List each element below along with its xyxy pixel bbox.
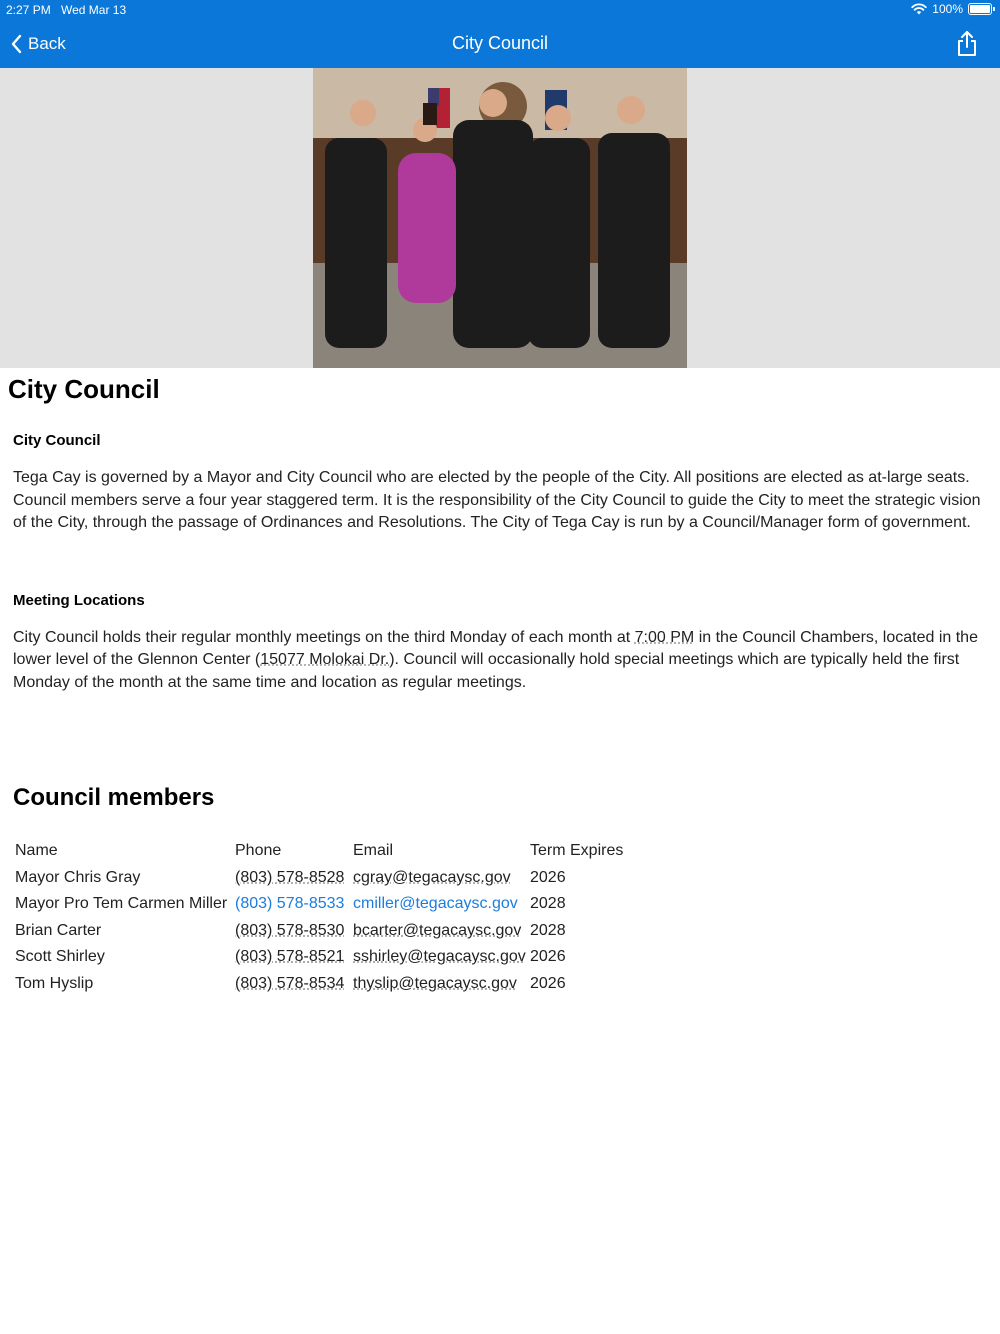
column-header-name: Name bbox=[15, 842, 58, 859]
member-email-link[interactable]: thyslip@tegacaysc.gov bbox=[353, 974, 517, 992]
table-row bbox=[13, 865, 638, 892]
member-term: 2028 bbox=[530, 921, 566, 939]
meetings-text-3: ). Council will occasionally hold special meetings which are typically held the first Monday of the month at the same time and location as regular meetings. bbox=[13, 651, 960, 691]
share-button[interactable] bbox=[954, 30, 980, 58]
member-phone-link[interactable]: (803) 578-8528 bbox=[235, 868, 345, 886]
table-row bbox=[13, 944, 638, 971]
member-email-link[interactable]: cmiller@tegacaysc.gov bbox=[353, 895, 518, 912]
back-button[interactable] bbox=[10, 30, 66, 58]
member-phone-link[interactable]: (803) 578-8530 bbox=[235, 921, 345, 939]
wifi-icon bbox=[911, 3, 927, 15]
chevron-left-icon bbox=[10, 34, 22, 54]
column-header-email: Email bbox=[353, 842, 394, 859]
council-group-photo bbox=[313, 68, 687, 368]
status-date: Wed Mar 13 bbox=[61, 3, 127, 17]
top-bar bbox=[0, 0, 1000, 68]
intro-heading: City Council bbox=[13, 432, 101, 449]
main-content bbox=[13, 432, 988, 694]
member-name: Scott Shirley bbox=[15, 948, 105, 965]
member-term: 2026 bbox=[530, 948, 566, 965]
meetings-text-2: in the Council Chambers, located in the lower level of the Glennon Center ( bbox=[13, 628, 978, 668]
member-email-link[interactable]: cgray@tegacaysc.gov bbox=[353, 868, 511, 886]
column-header-term: Term Expires bbox=[530, 842, 624, 859]
member-name: Brian Carter bbox=[15, 921, 102, 939]
status-right bbox=[911, 2, 992, 16]
meetings-heading: Meeting Locations bbox=[13, 591, 145, 609]
address-link[interactable]: 15077 Molokai Dr. bbox=[260, 651, 390, 668]
member-name: Mayor Chris Gray bbox=[15, 868, 141, 886]
member-term: 2028 bbox=[530, 895, 566, 912]
battery-fill bbox=[970, 5, 990, 13]
back-label: Back bbox=[28, 34, 66, 53]
member-email-link[interactable]: bcarter@tegacaysc.gov bbox=[353, 921, 522, 939]
member-term: 2026 bbox=[530, 974, 566, 992]
member-term: 2026 bbox=[530, 868, 566, 886]
table-row bbox=[13, 918, 638, 945]
meetings-text-1: City Council holds their regular monthly meetings on the third Monday of each month at bbox=[13, 628, 635, 646]
intro-text: Tega Cay is governed by a Mayor and City Council who are elected by the people of the City. All positions are elected as at-large seats. Council members serve a four year staggered term. It is the responsibility of the City Council to guide the City to meet the strategic vision of the City, through the passage of Ordinances and Resolutions. The City of Tega Cay is run by a Council/Manager form of government. bbox=[13, 469, 981, 531]
table-row bbox=[13, 891, 638, 918]
members-table bbox=[13, 838, 638, 997]
battery-percent: 100% bbox=[932, 2, 963, 16]
meetings-text bbox=[13, 627, 988, 695]
status-bar bbox=[0, 0, 1000, 20]
table-header-row bbox=[13, 838, 638, 865]
nav-title: City Council bbox=[451, 33, 549, 53]
page-title: City Council bbox=[8, 374, 160, 404]
meeting-time-link[interactable]: 7:00 PM bbox=[634, 628, 695, 646]
member-email-link[interactable]: sshirley@tegacaysc.gov bbox=[353, 948, 526, 965]
member-phone-link[interactable]: (803) 578-8521 bbox=[235, 948, 345, 965]
member-name: Tom Hyslip bbox=[15, 974, 94, 992]
member-name: Mayor Pro Tem Carmen Miller bbox=[15, 895, 228, 912]
hero-banner bbox=[0, 68, 1000, 368]
members-heading: Council members bbox=[13, 784, 215, 811]
share-icon bbox=[954, 30, 980, 58]
status-time: 2:27 PM bbox=[6, 3, 51, 17]
table-row bbox=[13, 971, 638, 998]
member-phone-link[interactable]: (803) 578-8534 bbox=[235, 974, 345, 992]
battery-icon bbox=[968, 3, 992, 15]
column-header-phone: Phone bbox=[235, 842, 282, 859]
member-phone-link[interactable]: (803) 578-8533 bbox=[235, 895, 345, 912]
